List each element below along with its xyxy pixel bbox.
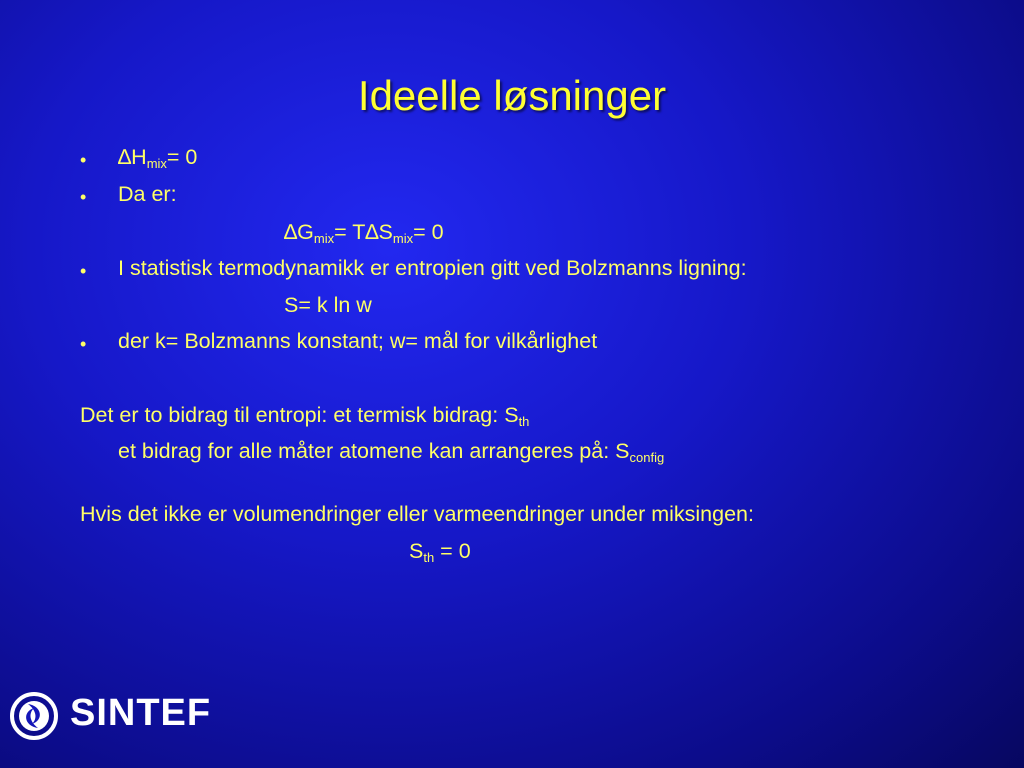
bullet-delta-h-mix: $\Delta H_{mix}= 0$ (118, 145, 198, 171)
sintef-logo-text: SINTEF (70, 692, 212, 734)
paragraph-entropy-contributions: Det er to bidrag til entropi: et termisk bidrag: $S_{th}$ (80, 403, 530, 429)
bullet-konstant: der k= Bolzmanns konstant; w= mål for vilkårlighet (118, 329, 598, 353)
delta-symbol: ∆ (365, 220, 379, 244)
slide-title: Ideelle løsninger (357, 72, 667, 119)
paragraph-no-changes: Hvis det ikke er volumendringer eller varmeendringer under miksingen: (80, 502, 754, 526)
equation-gibbs-mix: $\Delta G_{mix}= T\Delta S_{mix}= 0$ (284, 220, 444, 246)
sintef-logo-icon (8, 690, 68, 742)
equation-sth-zero: $S_{th} = 0$ (409, 539, 471, 565)
bullet-marker: • (80, 334, 87, 354)
delta-symbol: ∆ (284, 220, 298, 244)
equation-boltzmann: S= k ln w (284, 293, 372, 317)
bullet-statistisk: I statistisk termodynamikk er entropien gitt ved Bolzmanns ligning: (118, 256, 747, 280)
bullet-da-er: Da er: (118, 182, 177, 206)
bullet-marker: • (80, 187, 87, 207)
bullet-marker: • (80, 261, 87, 281)
delta-symbol: ∆ (118, 145, 132, 169)
bullet-marker: • (80, 150, 87, 170)
paragraph-config-entropy: et bidrag for alle måter atomene kan arrangeres på: $S_{config}$ (118, 439, 665, 465)
